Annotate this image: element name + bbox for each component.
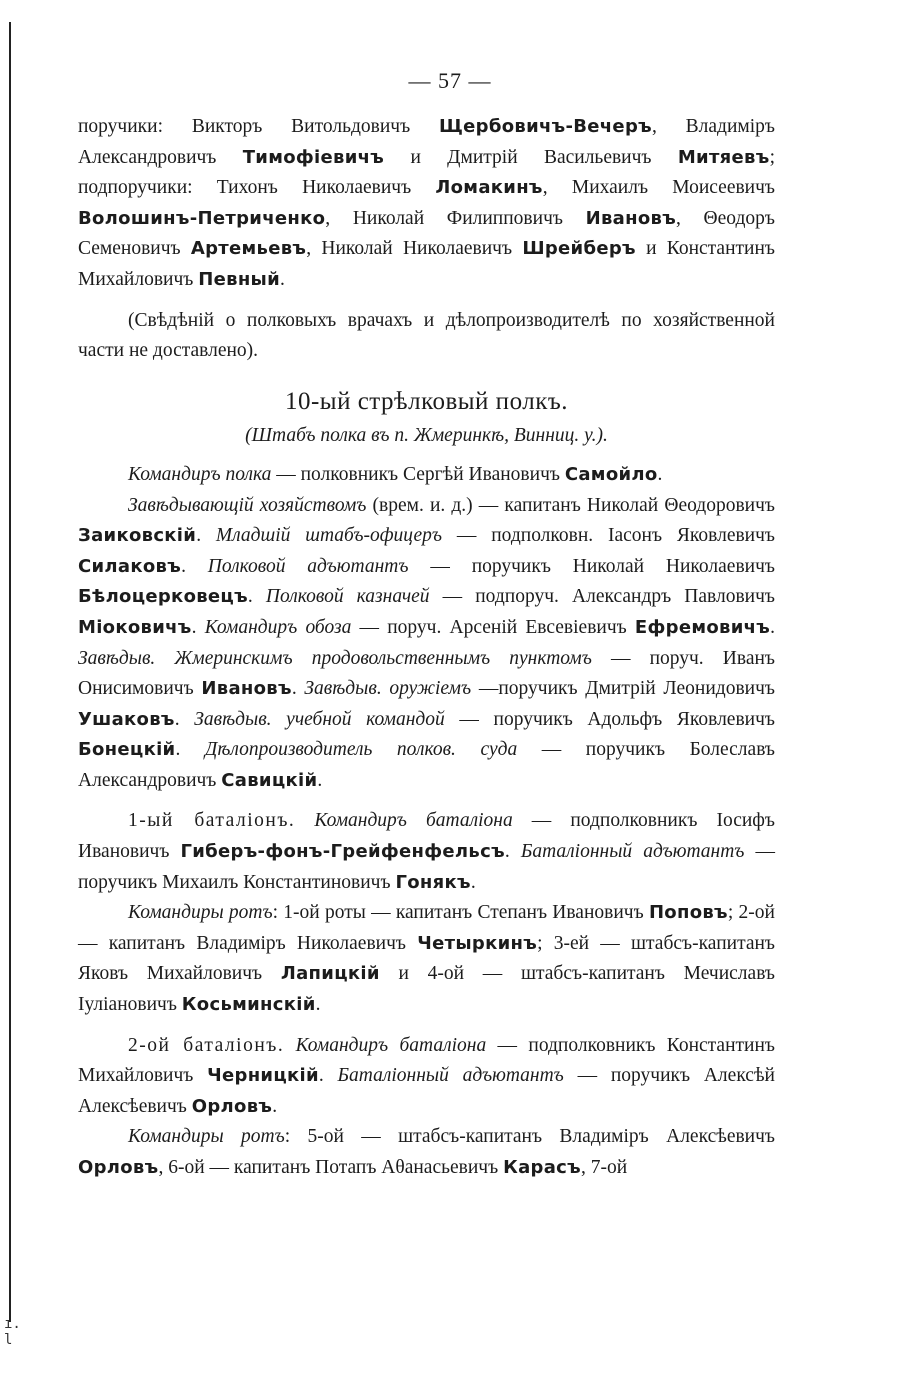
surname: Орловъ xyxy=(78,1157,159,1178)
role-label: Полковой адъютантъ xyxy=(207,555,409,577)
role-label: Командиры ротъ xyxy=(128,1126,285,1148)
surname: Ломакинъ xyxy=(435,177,543,199)
role-label: Баталіонный адъютантъ xyxy=(520,841,745,863)
page-edge-line xyxy=(9,22,11,1322)
role-label: Командиръ обоза xyxy=(204,616,352,638)
battalion-1-paragraph: 1-ый баталіонъ. Командиръ баталіона — подполковникъ Іосифъ Ивановичъ Гиберъ-фонъ-Грейфенфельсъ. Баталіонный адъютантъ — поручикъ Михаилъ Константиновичъ Гонякъ. xyxy=(78,810,776,893)
role-label: Командиръ баталіона xyxy=(314,810,513,832)
surname: Четыркинъ xyxy=(417,932,538,954)
surname: Косьминскій xyxy=(181,994,316,1016)
surname: Ефремовичъ xyxy=(634,616,771,638)
surname: Тимофіевичъ xyxy=(242,146,385,168)
surname: Савицкій xyxy=(221,769,318,791)
surname: Черницкій xyxy=(207,1065,319,1087)
surname: Гиберъ-фонъ-Грейфенфельсъ xyxy=(180,841,505,863)
regiment-commander-paragraph: Командиръ полка — полковникъ Сергѣй Ивановичъ Самойло. xyxy=(128,463,663,485)
surname: Певный xyxy=(198,268,281,290)
role-label: Завѣдывающій хозяйствомъ xyxy=(128,494,367,516)
officers-paragraph: поручики: Викторъ Витольдовичъ Щербовичъ-Вечеръ, Владиміръ Александровичъ Тимофіевичъ и Дмитрій Васильевичъ Митяевъ; подпоручики: Тихонъ Николаевичъ Ломакинъ, Михаилъ Моисеевичъ Волошинъ-Петриченко, Николай Филипповичъ Ивановъ, Θеодоръ Семеновичъ Артемьевъ, Николай Николаевичъ Шрейберъ и Константинъ Михайловичъ Певный. xyxy=(78,116,776,290)
surname: Міоковичъ xyxy=(78,616,192,638)
surname: Ушаковъ xyxy=(78,708,175,730)
role-label: Завѣдыв. Жмеринскимъ продовольственнымъ пунктомъ xyxy=(78,647,592,669)
surname: Артемьевъ xyxy=(190,238,307,260)
surname: Волошинъ-Петриченко xyxy=(78,207,326,229)
role-label: Командиры ротъ xyxy=(128,902,273,924)
section-subheading: (Штабъ полка въ п. Жмеринкѣ, Винниц. у.). xyxy=(245,425,608,447)
surname: Силаковъ xyxy=(78,555,182,577)
role-label: Командиръ полка xyxy=(128,463,272,485)
battalion-1-companies-paragraph: Командиры ротъ: 1-ой роты — капитанъ Степанъ Ивановичъ Поповъ; 2-ой — капитанъ Владиміръ Николаевичъ Четыркинъ; 3-ей — штабсъ-капитанъ Яковъ Михайловичъ Лапицкій и 4-ой — штабсъ-капитанъ Мечиславъ Іуліановичъ Косьминскій. xyxy=(78,902,776,1016)
role-label: Завѣдыв. учебной командой xyxy=(194,708,445,730)
surname: Заиковскій xyxy=(78,525,197,547)
surname: Самойло xyxy=(564,463,658,485)
document-body xyxy=(78,112,775,1184)
section-heading: 10-ый стрѣлковый полкъ. xyxy=(284,387,569,415)
surname: Орловъ xyxy=(191,1095,273,1117)
battalion-label: 1-ый баталіонъ. xyxy=(128,810,296,832)
role-label: Завѣдыв. оружіемъ xyxy=(304,678,472,700)
role-label: Баталіонный адъютантъ xyxy=(337,1065,564,1087)
surname: Бѣлоцерковецъ xyxy=(78,586,248,608)
surname: Ивановъ xyxy=(585,207,677,229)
surname: Гонякъ xyxy=(395,871,471,893)
page-number: — 57 — xyxy=(408,68,492,93)
battalion-2-companies-paragraph: Командиры ротъ: 5-ой — штабсъ-капитанъ Владиміръ Алексѣевичъ Орловъ, 6-ой — капитанъ Потапъ Аθанасьевичъ Карасъ, 7-ой xyxy=(78,1126,776,1178)
page-edge-mark: ı. l xyxy=(4,1316,21,1348)
surname: Щербовичъ-Вечеръ xyxy=(439,116,652,137)
battalion-2-paragraph: 2-ой баталіонъ. Командиръ баталіона — подполковникъ Константинъ Михайловичъ Черницкій. Баталіонный адъютантъ — поручикъ Алексѣй Алексѣевичъ Орловъ. xyxy=(78,1034,775,1117)
surname: Лапицкій xyxy=(280,963,380,985)
role-label: Командиръ баталіона xyxy=(295,1034,487,1056)
surname: Ивановъ xyxy=(201,678,292,700)
note-paragraph: (Свѣдѣній о полковыхъ врачахъ и дѣлопроизводителѣ по хозяйственной части не доставлено). xyxy=(78,309,775,362)
surname: Карасъ xyxy=(503,1157,581,1178)
surname: Поповъ xyxy=(648,902,728,924)
battalion-label: 2-ой баталіонъ. xyxy=(128,1034,285,1056)
surname: Бонецкій xyxy=(78,739,176,761)
role-label: Полковой казначей xyxy=(265,586,430,608)
surname: Шрейберъ xyxy=(522,238,636,260)
regiment-staff-paragraph: Завѣдывающій хозяйствомъ (врем. и. д.) — капитанъ Николай Θеодоровичъ Заиковскій. Младшій штабъ-офицеръ — подполковн. Іасонъ Яковлевичъ Силаковъ. Полковой адъютантъ — поручикъ Николай Николаевичъ Бѣлоцерковецъ. Полковой казначей — подпоруч. Александръ Павловичъ Міоковичъ. Командиръ обоза — поруч. Арсеній Евсевіевичъ Ефремовичъ. Завѣдыв. Жмеринскимъ продовольственнымъ пунктомъ — поруч. Иванъ Онисимовичъ Ивановъ. Завѣдыв. оружіемъ —поручикъ Дмитрій Леонидовичъ Ушаковъ. Завѣдыв. учебной командой — поручикъ Адольфъ Яковлевичъ Бонецкій. Дѣлопроизводитель полков. суда — поручикъ Болеславъ Александровичъ Савицкій. xyxy=(78,494,776,791)
surname: Митяевъ xyxy=(677,146,770,168)
role-label: Дѣлопроизводитель полков. суда xyxy=(204,739,518,761)
role-label: Младшій штабъ-офицеръ xyxy=(215,525,443,547)
